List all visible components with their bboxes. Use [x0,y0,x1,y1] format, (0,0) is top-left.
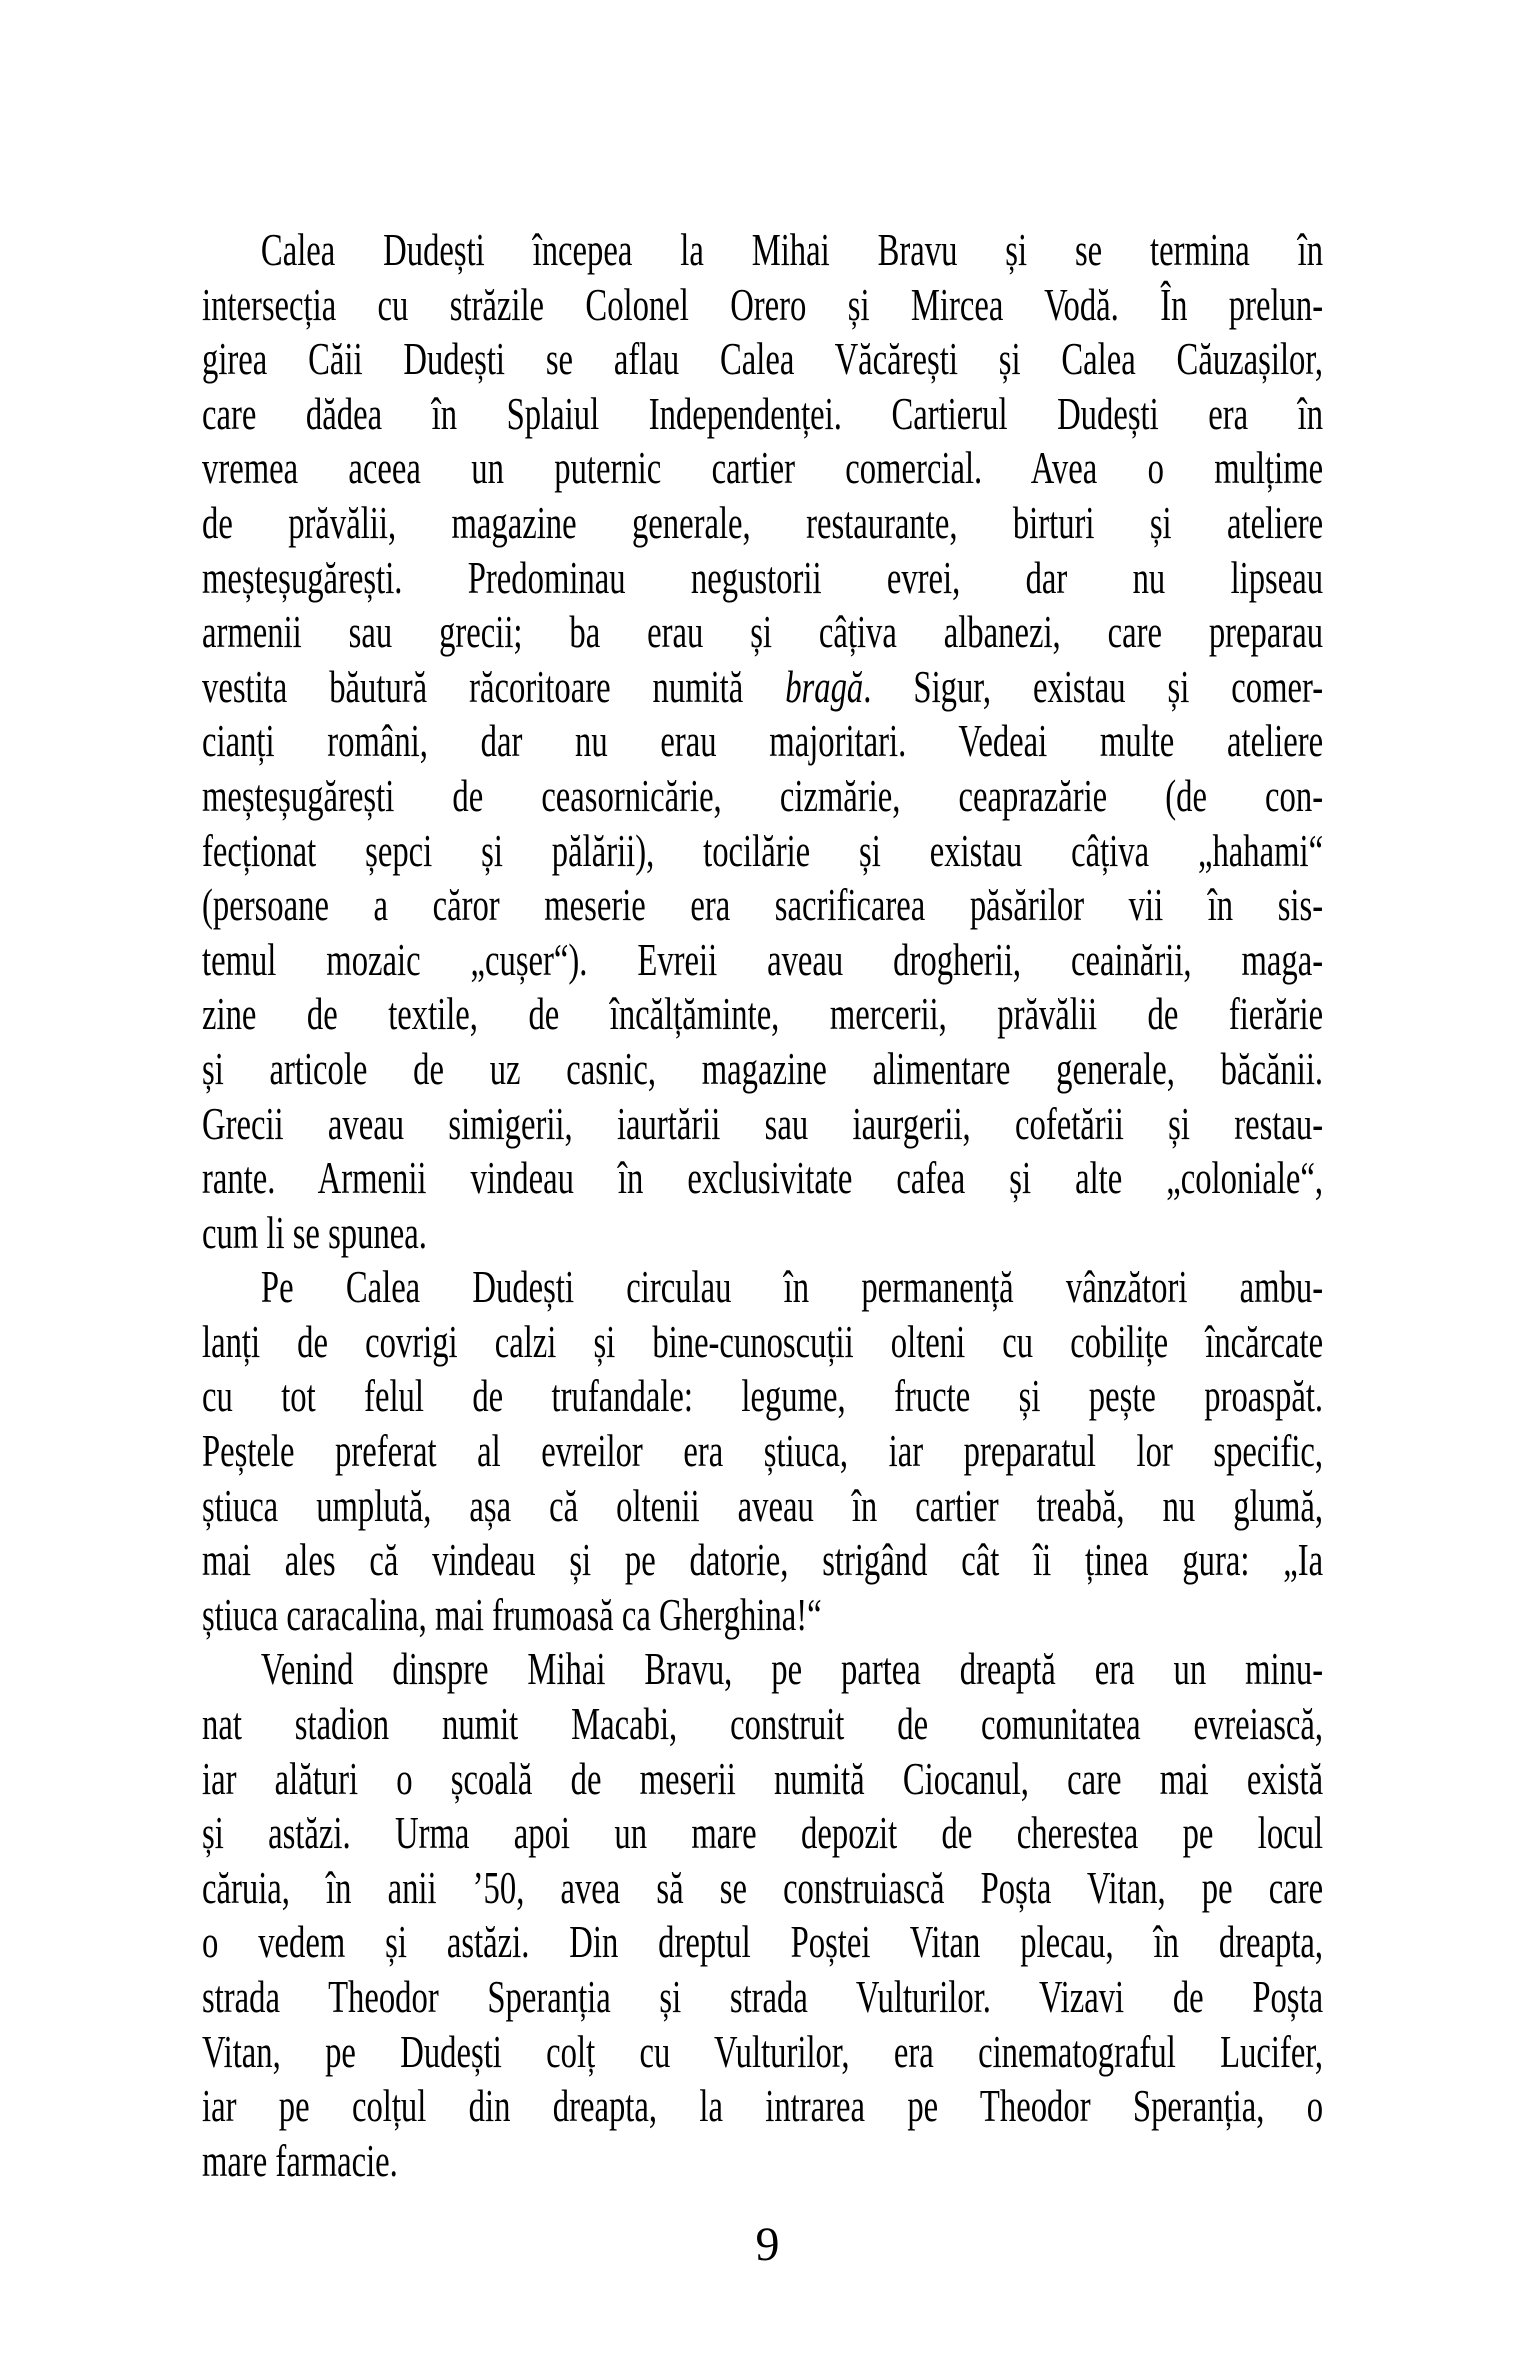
text-line [202,660,1323,715]
text-run: mare farmacie. [202,2134,398,2186]
text-run: strada Theodor Speranția și strada Vulturilor. Vizavi de Poșta [202,1971,1324,2022]
text-line [202,714,1323,769]
text-run: vremea aceea un puternic cartier comercial. Avea o mulțime [202,442,1324,494]
text-run: știuca umplută, așa că oltenii aveau în cartier treabă, nu glumă, [202,1479,1324,1531]
text-run: temul mozaic „cușer“). Evreii aveau drogherii, ceainării, maga- [202,933,1324,985]
text-run: meșteșugărești. Predominau negustorii evrei, dar nu lipseau [202,551,1324,603]
text-line [202,1315,1323,1370]
text-run: iar alături o școală de meserii numită Ciocanul, care mai există [202,1752,1324,1804]
text-line [202,1260,1323,1315]
text-line [202,605,1323,660]
text-line [202,1588,1323,1643]
text-line [202,1206,1323,1261]
text-run: nat stadion numit Macabi, construit de comunitatea evreiască, [202,1698,1324,1750]
text-run: Venind dinspre Mihai Bravu, pe partea dreaptă era un minu- [260,1643,1324,1695]
text-line [202,2079,1323,2134]
text-line [202,1752,1323,1807]
text-run: armenii sau grecii; ba erau și câțiva albanezi, care preparau [202,606,1324,658]
text-run: Pe Calea Dudești circulau în permanență vânzători ambu- [260,1261,1324,1313]
text-run: . Sigur, existau și comer- [863,660,1324,712]
text-run: de prăvălii, magazine generale, restaurante, birturi și ateliere [202,496,1324,548]
text-run: intersecția cu străzile Colonel Orero și Mircea Vodă. În prelun- [202,278,1324,330]
text-line [202,332,1323,387]
text-run: (persoane a căror meserie era sacrificarea păsărilor vii în sis- [202,879,1324,931]
text-line [202,769,1323,824]
text-run: Peștele preferat al evreilor era știuca, iar preparatul lor specific, [202,1425,1324,1477]
text-run: fecționat șepci și pălării), tocilărie și existau câțiva „hahami“ [202,824,1324,876]
text-run: Calea Dudești începea la Mihai Bravu și se termina în [260,224,1324,275]
italic-text-run: bragă [785,660,864,712]
text-run: cum li se spunea. [202,1206,427,1258]
text-line [202,1042,1323,1097]
text-run: mai ales că vindeau și pe datorie, strigând cât îi ținea gura: „Ia [202,1534,1324,1586]
text-run: care dădea în Splaiul Independenței. Cartierul Dudești era în [202,387,1324,439]
text-line [202,1861,1323,1916]
text-run: vestita băutură răcoritoare numită [202,660,786,712]
text-line [202,824,1323,879]
text-line [202,2025,1323,2080]
text-line [202,987,1323,1042]
text-line [202,1915,1323,1970]
text-line [202,1533,1323,1588]
text-run: girea Căii Dudești se aflau Calea Văcărești și Calea Căuzașilor, [202,333,1324,385]
text-line [202,1642,1323,1697]
text-line [202,1097,1323,1152]
text-run: Vitan, pe Dudești colț cu Vulturilor, era cinematograful Lucifer, [202,2025,1324,2077]
text-line [202,1424,1323,1479]
text-run: și articole de uz casnic, magazine alimentare generale, băcănii. [202,1042,1324,1094]
text-run: știuca caracalina, mai frumoasă ca Gherghina!“ [202,1588,822,1640]
text-line [202,551,1323,606]
text-line [202,496,1323,551]
text-run: Grecii aveau simigerii, iaurtării sau iaurgerii, cofetării și restau- [202,1097,1324,1149]
text-run: lanți de covrigi calzi și bine-cunoscuții olteni cu cobilițe încărcate [202,1315,1324,1367]
page-number: 9 [755,2218,780,2271]
text-line [202,441,1323,496]
text-run: și astăzi. Urma apoi un mare depozit de cherestea pe locul [202,1807,1324,1859]
text-run: căruia, în anii ’50, avea să se construiască Poșta Vitan, pe care [202,1861,1324,1913]
text-run: rante. Armenii vindeau în exclusivitate cafea și alte „coloniale“, [202,1152,1324,1204]
text-run: o vedem și astăzi. Din dreptul Poștei Vitan plecau, în dreapta, [202,1916,1324,1968]
text-line [202,878,1323,933]
text-run: cianți români, dar nu erau majoritari. Vedeai multe ateliere [202,715,1324,767]
text-line [202,1970,1323,2025]
text-line [202,387,1323,442]
text-run: meșteșugărești de ceasornicărie, cizmărie, ceaprazărie (de con- [202,769,1324,821]
text-line [202,1479,1323,1534]
text-line [202,1369,1323,1424]
text-run: cu tot felul de trufandale: legume, fructe și pește proaspăt. [202,1370,1324,1422]
text-run: zine de textile, de încălțăminte, mercerii, prăvălii de fierărie [202,988,1324,1040]
text-line [202,933,1323,988]
text-line [202,278,1323,333]
text-line [202,1806,1323,1861]
text-line [202,1151,1323,1206]
text-line [202,1697,1323,1752]
text-line [202,223,1323,278]
page-text [202,223,1323,2188]
text-run: iar pe colțul din dreapta, la intrarea pe Theodor Speranția, o [202,2080,1324,2132]
text-line [202,2134,1323,2189]
